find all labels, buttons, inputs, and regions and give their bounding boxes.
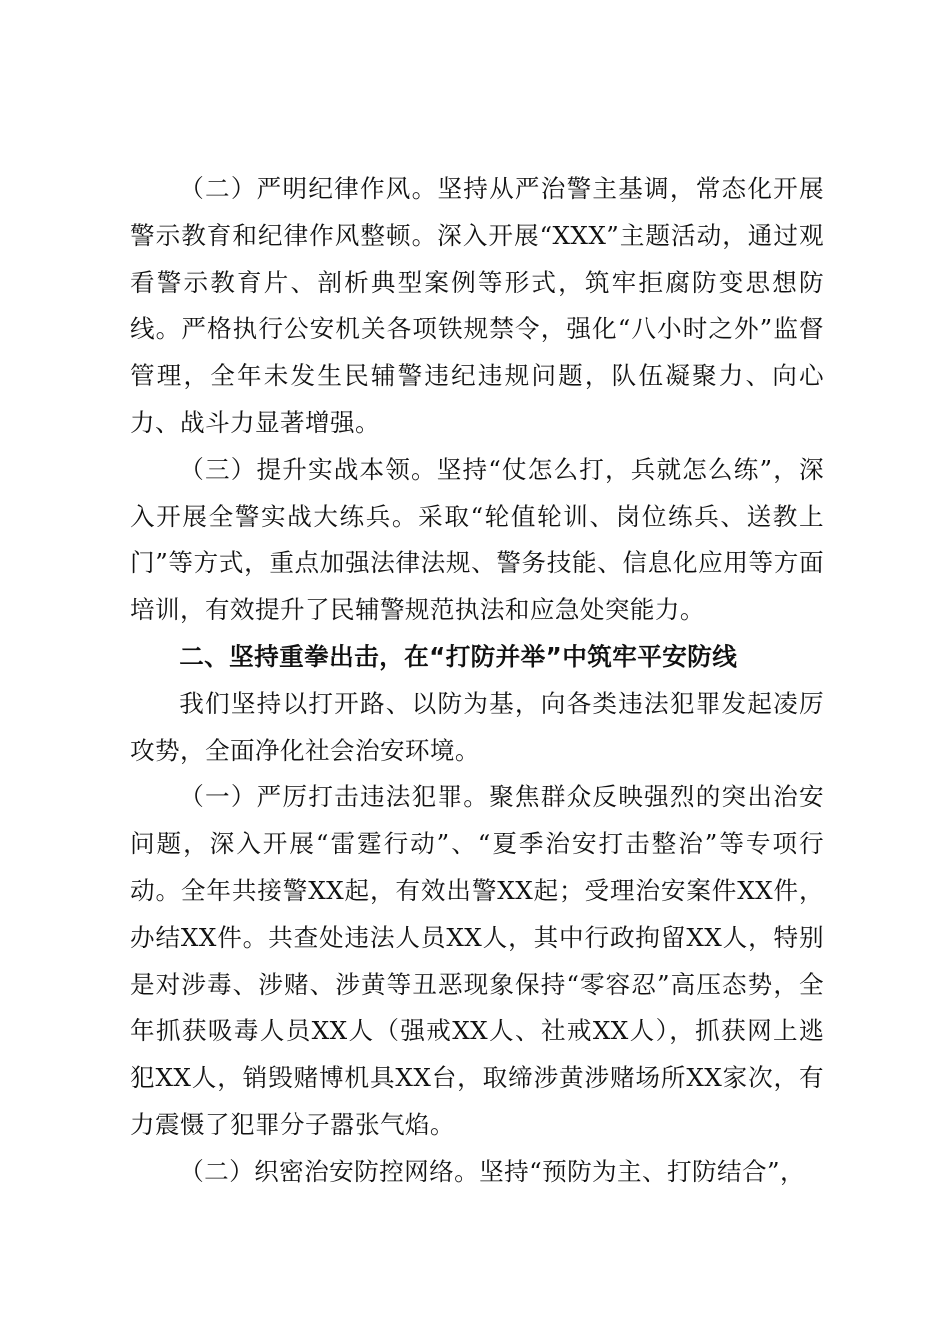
section-heading: 二、坚持重拳出击，在“打防并举”中筑牢平安防线 xyxy=(179,641,738,671)
paragraph-prevention-network: （二）织密治安防控网络。坚持“预防为主、打防结合”， xyxy=(179,1156,805,1186)
paragraph-discipline: （二）严明纪律作风。坚持从严治警主基调，常态化开展警示教育和纪律作风整顿。深入开展“XXX”主题活动，通过观看警示教育片、剖析典型案例等形式，筑牢拒腐防变思想防线。严格执行公安机关各项铁规禁令，强化“八小时之外”监督管理，全年未发生民辅警违纪违规问题，队伍凝聚力、向心力、战斗力显著增强。 xyxy=(130,174,824,437)
paragraph-section-intro: 我们坚持以打开路、以防为基，向各类违法犯罪发起凌厉攻势，全面净化社会治安环境。 xyxy=(130,688,824,765)
paragraph-crackdown: （一）严厉打击违法犯罪。聚焦群众反映强烈的突出治安问题，深入开展“雷霆行动”、“夏季治安打击整治”等专项行动。全年共接警XX起，有效出警XX起；受理治安案件XX件，办结XX件。共查处违法人员XX人，其中行政拘留XX人，特别是对涉毒、涉赌、涉黄等丑恶现象保持“零容忍”高压态势，全年抓获吸毒人员XX人（强戒XX人、社戒XX人），抓获网上逃犯XX人，销毁赌博机具XX台，取缔涉黄涉赌场所XX家次，有力震慑了犯罪分子嚣张气焰。 xyxy=(130,782,824,1139)
paragraph-training: （三）提升实战本领。坚持“仗怎么打，兵就怎么练”，深入开展全警实战大练兵。采取“轮值轮训、岗位练兵、送教上门”等方式，重点加强法律法规、警务技能、信息化应用等方面培训，有效提升了民辅警规范执法和应急处突能力。 xyxy=(130,454,824,625)
document-body xyxy=(130,166,824,1196)
